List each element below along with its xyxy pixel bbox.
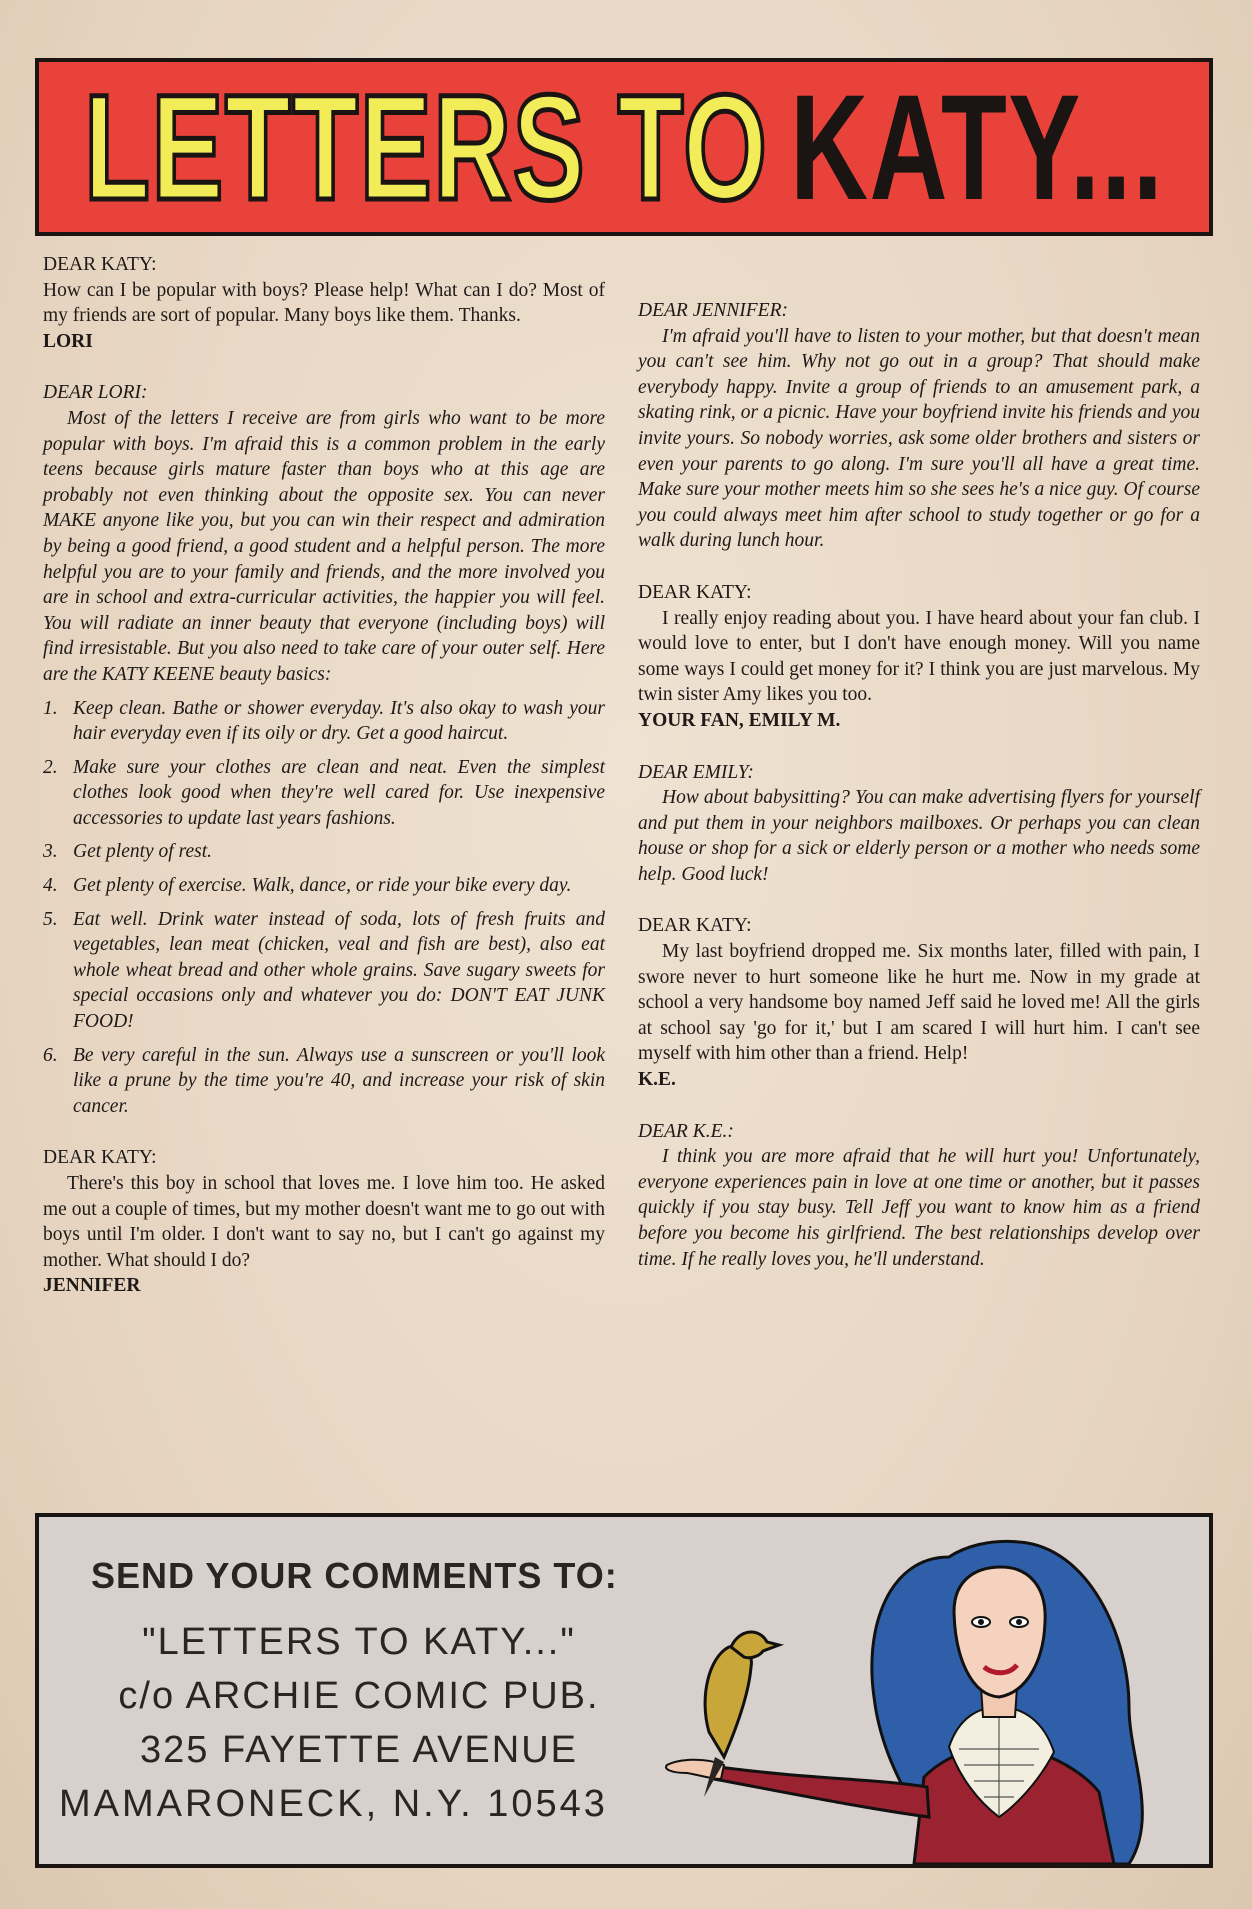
letter-salute: DEAR KATY:: [43, 1147, 157, 1169]
letter-ke: [638, 913, 1200, 1092]
tip-number: 2.: [43, 756, 58, 778]
katy-keene-illustration: [659, 1517, 1209, 1864]
tip-item: [43, 907, 605, 1035]
letter-salute: DEAR KATY:: [638, 581, 752, 603]
title-katy: KATY...: [789, 63, 1165, 231]
reply-salute: DEAR LORI:: [43, 382, 148, 404]
letter-body: There's this boy in school that loves me. I love him too. He asked me out a couple of times, but my mother doesn't want me to go out with boys until I'm older. I don't want to say no, but I can't go against my mother. What should I do?: [43, 1173, 605, 1271]
tip-number: 5.: [43, 908, 58, 930]
tip-item: [43, 873, 605, 899]
tip-text: Get plenty of rest.: [73, 841, 212, 863]
title-letters-to: LETTERS TO: [83, 63, 769, 231]
address-line-4: MAMARONECK, N.Y. 10543: [59, 1783, 608, 1825]
tip-item: [43, 696, 605, 747]
reply-salute: DEAR EMILY:: [638, 761, 754, 783]
tip-number: 1.: [43, 697, 58, 719]
tip-number: 3.: [43, 841, 58, 863]
tip-text: Make sure your clothes are clean and neat. Even the simplest clothes look good when they're well cared for. Use inexpensive accessories to update last years fashions.: [73, 756, 605, 829]
letter-body: How can I be popular with boys? Please help! What can I do? Most of my friends are sort of popular. Many boys like them. Thanks.: [43, 279, 605, 327]
tip-item: [43, 839, 605, 865]
address-line-1: "LETTERS TO KATY...": [142, 1621, 576, 1663]
letter-signature: JENNIFER: [43, 1275, 141, 1297]
tip-item: [43, 755, 605, 832]
page-title: [83, 63, 1165, 231]
reply-jennifer: [638, 298, 1200, 554]
beauty-tips-list: [43, 696, 605, 1120]
address-line-3: 325 FAYETTE AVENUE: [140, 1729, 578, 1771]
letter-body: I really enjoy reading about you. I have heard about your fan club. I would love to enter, but I don't have enough money. Will you name some ways I could get money for it? I think you are just marvelous. My twin sister Amy likes you too.: [638, 607, 1200, 706]
header-banner: [35, 58, 1213, 236]
right-column: [638, 298, 1200, 1298]
tip-item: [43, 1043, 605, 1120]
letter-jennifer: [43, 1145, 605, 1299]
address-box: [35, 1513, 1213, 1868]
reply-body: Most of the letters I receive are from girls who want to be more popular with boys. I'm afraid this is a common problem in the early teens because girls mature faster than boys who at this age are probably not even thinking about the opposite sex. You can never MAKE anyone like you, but you can win their respect and admiration by being a good friend, a good student and a helpful person. The more helpful you are to your family and friends, and the more involved you are in school and extra-curricular activities, the happier you will feel. You will radiate an inner beauty that everyone (including boys) will find irresistable. But you also need to take care of your outer self. Here are the KATY KEENE beauty basics:: [43, 407, 605, 685]
tip-text: Eat well. Drink water instead of soda, lots of fresh fruits and vegetables, lean meat (chicken, veal and fish are best), also eat whole wheat bread and other whole grains. Save sugary sweets for special occasions only and whatever you do: DON'T EAT JUNK FOOD!: [73, 908, 605, 1033]
reply-body: How about babysitting? You can make advertising flyers for yourself and put them in your neighbors mailboxes. Or perhaps you can clean house or shop for a sick or elderly person or a mother who needs some help. Good luck!: [638, 787, 1200, 885]
tip-number: 6.: [43, 1044, 58, 1066]
reply-lori: [43, 380, 605, 1119]
tip-text: Be very careful in the sun. Always use a sunscreen or you'll look like a prune by the time you're 40, and increase your risk of skin cancer.: [73, 1044, 605, 1117]
letter-signature: K.E.: [638, 1069, 676, 1091]
reply-body: I'm afraid you'll have to listen to your mother, but that doesn't mean you can't see him. Why not go out in a group? That should make everybody happy. Invite a group of friends to an amusement park, a skating rink, or a picnic. Have your boyfriend invite his friends and you invite yours. So nobody worries, ask some older brothers and sisters or even your parents to go along. I'm sure you'll all have a great time. Make sure your mother meets him so she sees he's a nice guy. Of course you could always meet him after school to study together or go for a walk during lunch hour.: [638, 325, 1200, 552]
tip-text: Keep clean. Bathe or shower everyday. It's also okay to wash your hair everyday even if its oily or dry. Get a good haircut.: [73, 697, 605, 745]
letter-salute: DEAR KATY:: [638, 915, 752, 937]
letter-signature: LORI: [43, 330, 93, 352]
reply-body: I think you are more afraid that he will hurt you! Unfortunately, everyone experiences pain in love at one time or another, but it passes quickly if you stay busy. Tell Jeff you want to know him as a friend before you become his girlfriend. The best relationships develop over time. If he really loves you, he'll understand.: [638, 1146, 1200, 1270]
tip-text: Get plenty of exercise. Walk, dance, or ride your bike every day.: [73, 875, 572, 897]
letter-lori: [43, 252, 605, 354]
reply-ke: [638, 1119, 1200, 1273]
reply-emily: [638, 760, 1200, 888]
address-line-2: c/o ARCHIE COMIC PUB.: [118, 1675, 600, 1717]
letter-salute: DEAR KATY:: [43, 254, 157, 275]
tip-number: 4.: [43, 875, 58, 897]
left-column: [43, 252, 605, 1325]
reply-salute: DEAR K.E.:: [638, 1120, 734, 1142]
letter-signature: YOUR FAN, EMILY M.: [638, 709, 841, 731]
address-heading: SEND YOUR COMMENTS TO:: [91, 1555, 618, 1596]
reply-salute: DEAR JENNIFER:: [638, 300, 788, 321]
mailing-address: [59, 1615, 659, 1831]
letter-body: My last boyfriend dropped me. Six months later, filled with pain, I swore never to hurt someone like he hurt me. Now in my grade at school a very handsome boy named Jeff said he loved me! All the girls at school say 'go for it,' but I am scared I will hurt him. I can't see myself with him other than a friend. Help!: [638, 941, 1200, 1065]
letter-emily: [638, 580, 1200, 734]
